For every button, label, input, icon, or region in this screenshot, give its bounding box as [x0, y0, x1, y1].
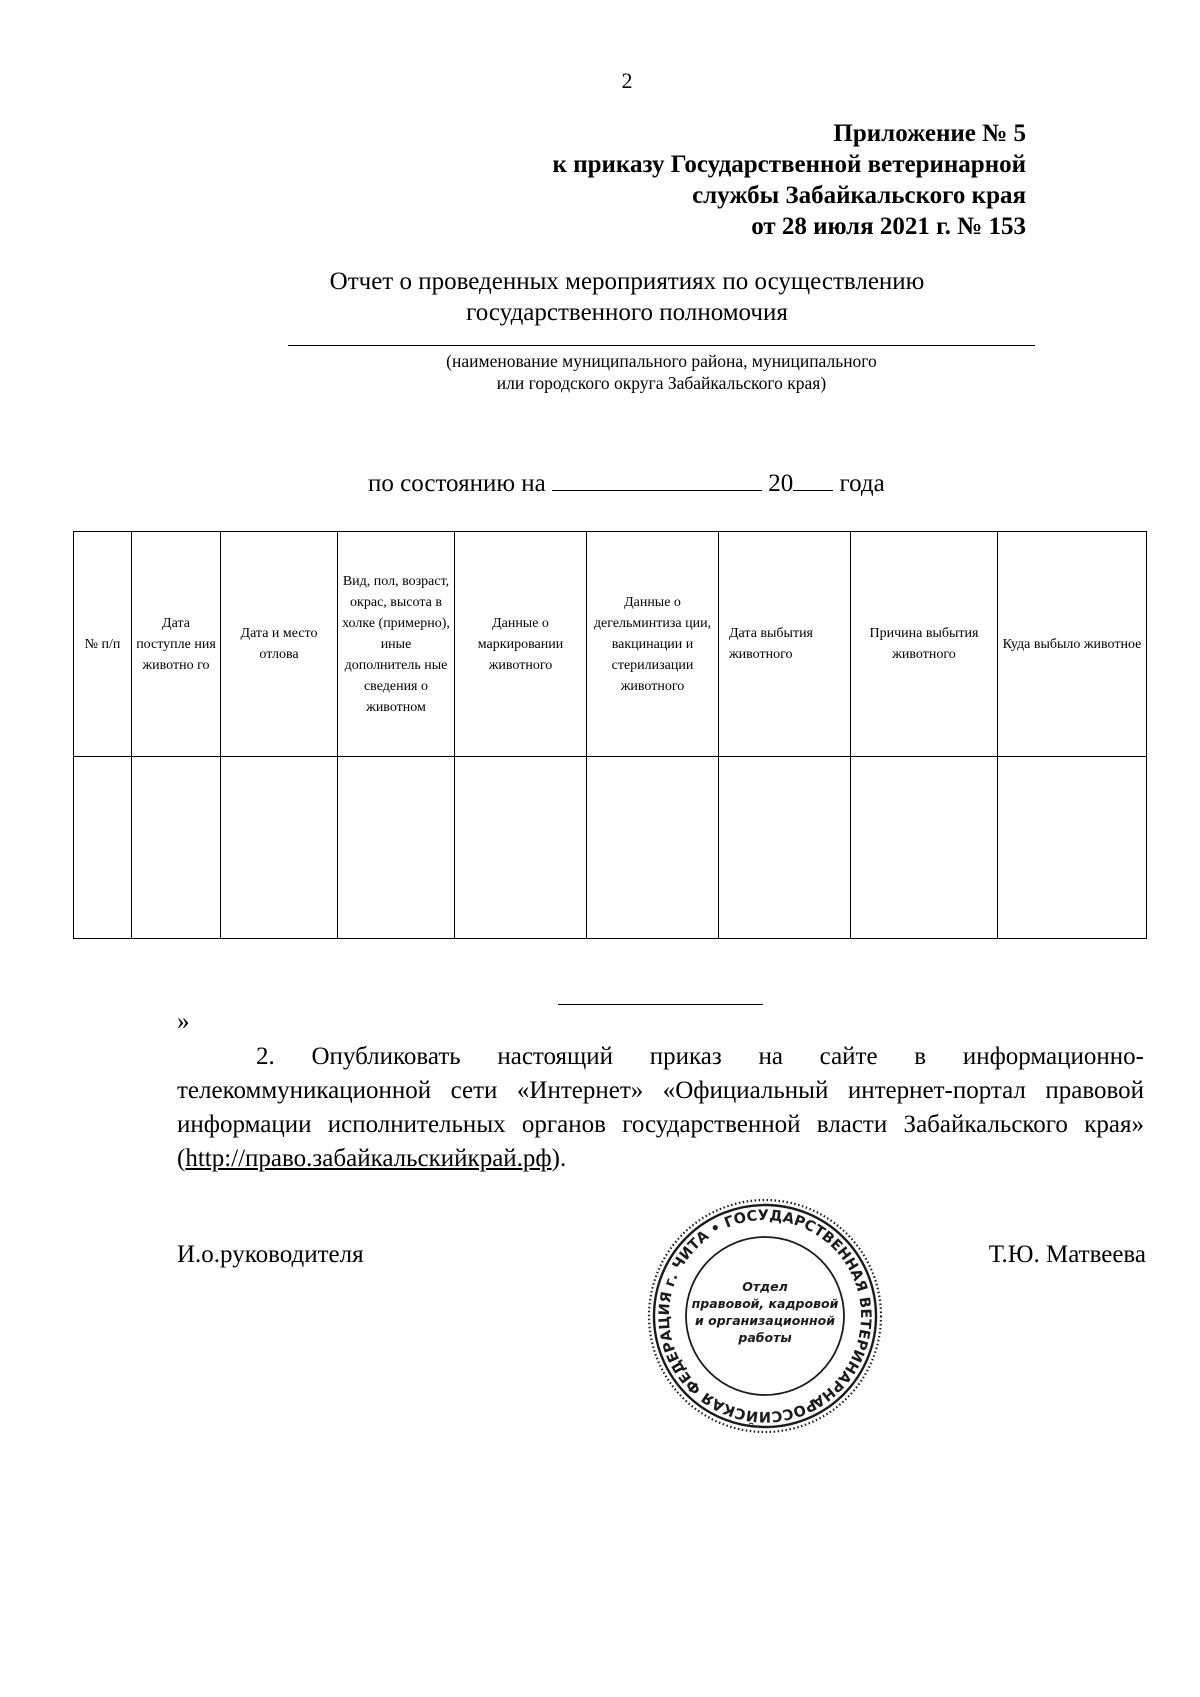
seal-center-line-2: правовой, кадровой — [691, 1296, 839, 1311]
report-title-line-1: Отчет о проведенных мероприятиях по осуществлению — [329, 268, 925, 295]
paragraph-text: 2. Опубликовать настоящий приказ на сайте в информационно-телекоммуникационной сети «Интернет» «Официальный интернет-портал правовой информации исполнительных органов государственной власти Забайкальского края» ( — [177, 1043, 1144, 1172]
header-cell-destination: Куда выбыло животное — [998, 532, 1147, 757]
appendix-header — [553, 118, 1026, 242]
signatory-role: И.о.руководителя — [177, 1241, 364, 1268]
table-cell — [998, 757, 1147, 939]
table-cell — [338, 757, 455, 939]
seal-center-line-3: и организационной — [695, 1313, 835, 1328]
header-cell-marking: Данные о маркировании животного — [455, 532, 587, 757]
as-of-date-line — [368, 466, 885, 498]
report-title-line-2: государственного полномочия — [466, 299, 788, 326]
municipality-caption — [288, 350, 1035, 394]
seal-ring-text: РОССИЙСКАЯ ФЕДЕРАЦИЯ г. ЧИТА • ГОСУДАРСТВЕННАЯ ВЕТЕРИНАРНАЯ — [656, 1207, 874, 1425]
year-blank — [793, 466, 833, 491]
as-of-suffix: года — [839, 470, 885, 497]
header-cell-description: Вид, пол, возраст, окрас, высота в холке (примерно), иные дополнитель ные сведения о животном — [338, 532, 455, 757]
table-cell — [455, 757, 587, 939]
separator-line — [558, 1004, 763, 1005]
table-cell — [719, 757, 851, 939]
closing-quote: » — [177, 1008, 190, 1035]
table-cell — [74, 757, 132, 939]
table-row — [74, 757, 1147, 939]
table-cell — [132, 757, 221, 939]
table-cell — [851, 757, 998, 939]
publication-paragraph — [177, 1040, 1144, 1176]
appendix-line-2: к приказу Государственной ветеринарной — [552, 151, 1026, 178]
table-cell — [587, 757, 719, 939]
appendix-line-1: Приложение № 5 — [833, 120, 1026, 147]
header-cell-leave-date: Дата выбытия животного — [719, 532, 851, 757]
table-header-row — [74, 532, 1147, 757]
report-title — [180, 266, 1074, 328]
header-cell-arrival-date: Дата поступле ния животно го — [132, 532, 221, 757]
seal-center-line-4: работы — [738, 1330, 792, 1345]
official-seal — [645, 1196, 885, 1436]
portal-link[interactable]: http://право.забайкальскийкрай.рф — [185, 1145, 552, 1172]
page-number: 2 — [621, 68, 633, 93]
header-cell-treatment: Данные о дегельминтиза ции, вакцинации и стерилизации животного — [587, 532, 719, 757]
header-cell-capture: Дата и место отлова — [221, 532, 338, 757]
seal-center-line-1: Отдел — [742, 1279, 788, 1294]
municipality-name-line — [288, 345, 1035, 346]
header-cell-number: № п/п — [74, 532, 132, 757]
municipality-caption-line-2: или городского округа Забайкальского края) — [496, 373, 827, 393]
as-of-prefix: по состоянию на — [368, 470, 546, 497]
header-cell-leave-reason: Причина выбытия животного — [851, 532, 998, 757]
municipality-caption-line-1: (наименование муниципального района, муниципального — [446, 351, 877, 371]
signatory-name: Т.Ю. Матвеева — [988, 1241, 1146, 1268]
date-blank — [552, 466, 762, 491]
year-prefix: 20 — [768, 470, 794, 497]
appendix-line-4: от 28 июля 2021 г. № 153 — [751, 213, 1026, 240]
paragraph-tail: ). — [551, 1145, 567, 1172]
table-cell — [221, 757, 338, 939]
report-table — [73, 531, 1147, 939]
appendix-line-3: службы Забайкальского края — [692, 182, 1026, 209]
